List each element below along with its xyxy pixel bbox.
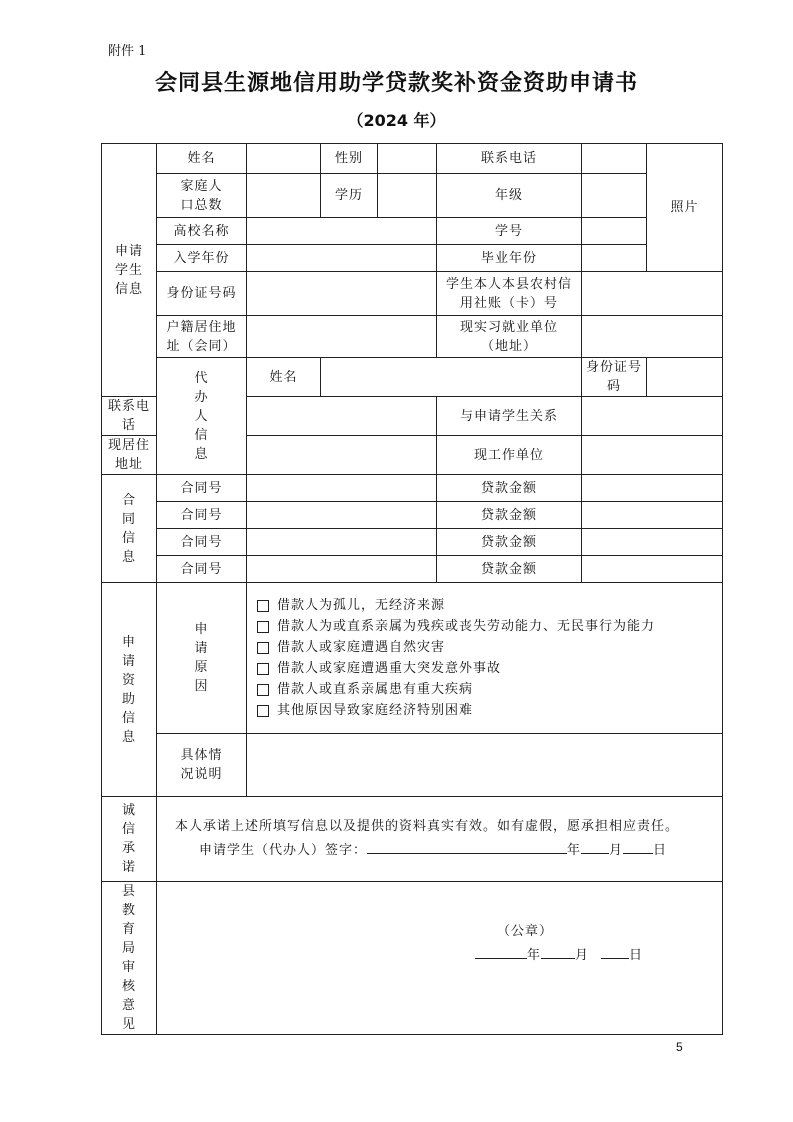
page-title: 会同县生源地信用助学贷款奖补资金资助申请书	[154, 71, 638, 96]
hukou-address-field[interactable]	[247, 316, 437, 358]
agent-work-unit-label: 现工作单位	[437, 436, 582, 475]
contract-section-label: 合同信息	[102, 475, 157, 583]
review-date-year-field[interactable]	[475, 944, 527, 959]
agent-address-field[interactable]	[247, 436, 437, 475]
review-section-label: 县教育局审核意见	[102, 882, 157, 1035]
review-date-day-field[interactable]	[601, 944, 629, 959]
agent-relation-label: 与申请学生关系	[437, 397, 582, 436]
contract-number-label: 合同号	[157, 502, 247, 529]
enroll-year-label: 入学年份	[157, 245, 247, 272]
reason-label: 申请原因	[157, 583, 247, 734]
application-form-table	[101, 143, 723, 1035]
contract-number-field[interactable]	[247, 475, 437, 502]
review-date: 年 月 日	[475, 944, 643, 965]
contract-number-label: 合同号	[157, 475, 247, 502]
contract-number-label: 合同号	[157, 556, 247, 583]
loan-amount-field[interactable]	[582, 529, 723, 556]
agent-name-field[interactable]	[321, 358, 582, 397]
agent-phone-field[interactable]	[247, 397, 437, 436]
pledge-block: 本人承诺上述所填写信息以及提供的资料真实有效。如有虚假，愿承担相应责任。 申请学生（代办人）签字： 年 月 日	[157, 797, 723, 882]
sign-label: 申请学生（代办人）签字：	[199, 843, 368, 858]
page-number: 5	[676, 1040, 683, 1054]
aid-section-label: 申请资助信息	[102, 583, 157, 797]
school-label: 高校名称	[157, 218, 247, 245]
sign-date-year-field[interactable]	[502, 839, 567, 854]
id-number-field[interactable]	[247, 272, 437, 316]
official-stamp-label: （公章）	[497, 924, 554, 939]
id-number-label: 身份证号码	[157, 272, 247, 316]
contract-number-field[interactable]	[247, 556, 437, 583]
attachment-label: 附件 1	[108, 44, 147, 59]
checkbox-icon[interactable]	[257, 600, 269, 612]
reason-option[interactable]: 借款人为孤儿，无经济来源	[257, 595, 712, 616]
detail-label: 具体情况说明	[157, 734, 247, 797]
photo-area[interactable]: 照片	[647, 144, 723, 272]
gender-field[interactable]	[378, 144, 437, 174]
bank-account-label: 学生本人本县农村信用社账（卡）号	[437, 272, 582, 316]
applicant-name-label: 姓名	[157, 144, 247, 174]
grade-field[interactable]	[582, 174, 647, 218]
agent-id-label: 身份证号码	[582, 358, 647, 397]
agent-section-label: 代办人信息	[157, 358, 247, 475]
household-label: 家庭人口总数	[157, 174, 247, 218]
work-unit-field[interactable]	[582, 316, 723, 358]
checkbox-icon[interactable]	[257, 663, 269, 675]
loan-amount-label: 贷款金额	[437, 556, 582, 583]
reason-checklist	[247, 583, 723, 734]
reason-option[interactable]: 借款人为或直系亲属为残疾或丧失劳动能力、无民事行为能力	[257, 616, 712, 637]
bank-account-field[interactable]	[582, 272, 723, 316]
checkbox-icon[interactable]	[257, 642, 269, 654]
loan-amount-field[interactable]	[582, 502, 723, 529]
pledge-text: 本人承诺上述所填写信息以及提供的资料真实有效。如有虚假，愿承担相应责任。	[175, 819, 680, 834]
contract-number-field[interactable]	[247, 502, 437, 529]
agent-work-unit-field[interactable]	[582, 436, 723, 475]
school-field[interactable]	[247, 218, 437, 245]
education-label: 学历	[321, 174, 378, 218]
loan-amount-field[interactable]	[582, 556, 723, 583]
checkbox-icon[interactable]	[257, 684, 269, 696]
loan-amount-label: 贷款金额	[437, 475, 582, 502]
loan-amount-field[interactable]	[582, 475, 723, 502]
agent-name-label: 姓名	[247, 358, 321, 397]
household-field[interactable]	[247, 174, 321, 218]
contract-number-label: 合同号	[157, 529, 247, 556]
reason-option[interactable]: 其他原因导致家庭经济特别困难	[257, 700, 712, 721]
form-year: （2024 年）	[347, 111, 446, 130]
phone-label: 联系电话	[437, 144, 582, 174]
loan-amount-label: 贷款金额	[437, 502, 582, 529]
checkbox-icon[interactable]	[257, 705, 269, 717]
review-block[interactable]	[157, 882, 723, 1035]
applicant-section-label: 申请学生信息	[102, 144, 157, 397]
phone-field[interactable]	[582, 144, 647, 174]
reason-option[interactable]: 借款人或直系亲属患有重大疾病	[257, 679, 712, 700]
student-id-field[interactable]	[582, 218, 647, 245]
grad-year-field[interactable]	[582, 245, 647, 272]
sign-date-month-field[interactable]	[581, 839, 609, 854]
education-field[interactable]	[378, 174, 437, 218]
agent-address-label: 现居住地址	[102, 436, 157, 475]
hukou-address-label: 户籍居住地址（会同）	[157, 316, 247, 358]
student-id-label: 学号	[437, 218, 582, 245]
pledge-section-label: 诚信承诺	[102, 797, 157, 882]
applicant-name-field[interactable]	[247, 144, 321, 174]
gender-label: 性别	[321, 144, 378, 174]
agent-id-field[interactable]	[647, 358, 723, 397]
sign-date-day-field[interactable]	[623, 839, 653, 854]
enroll-year-field[interactable]	[247, 245, 437, 272]
review-date-month-field[interactable]	[541, 944, 575, 959]
checkbox-icon[interactable]	[257, 621, 269, 633]
grade-label: 年级	[437, 174, 582, 218]
agent-phone-label: 联系电话	[102, 397, 157, 436]
contract-number-field[interactable]	[247, 529, 437, 556]
grad-year-label: 毕业年份	[437, 245, 582, 272]
reason-option[interactable]: 借款人或家庭遭遇自然灾害	[257, 637, 712, 658]
loan-amount-label: 贷款金额	[437, 529, 582, 556]
detail-field[interactable]	[247, 734, 723, 797]
work-unit-label: 现实习就业单位（地址）	[437, 316, 582, 358]
reason-option[interactable]: 借款人或家庭遭遇重大突发意外事故	[257, 658, 712, 679]
agent-relation-field[interactable]	[582, 397, 723, 436]
